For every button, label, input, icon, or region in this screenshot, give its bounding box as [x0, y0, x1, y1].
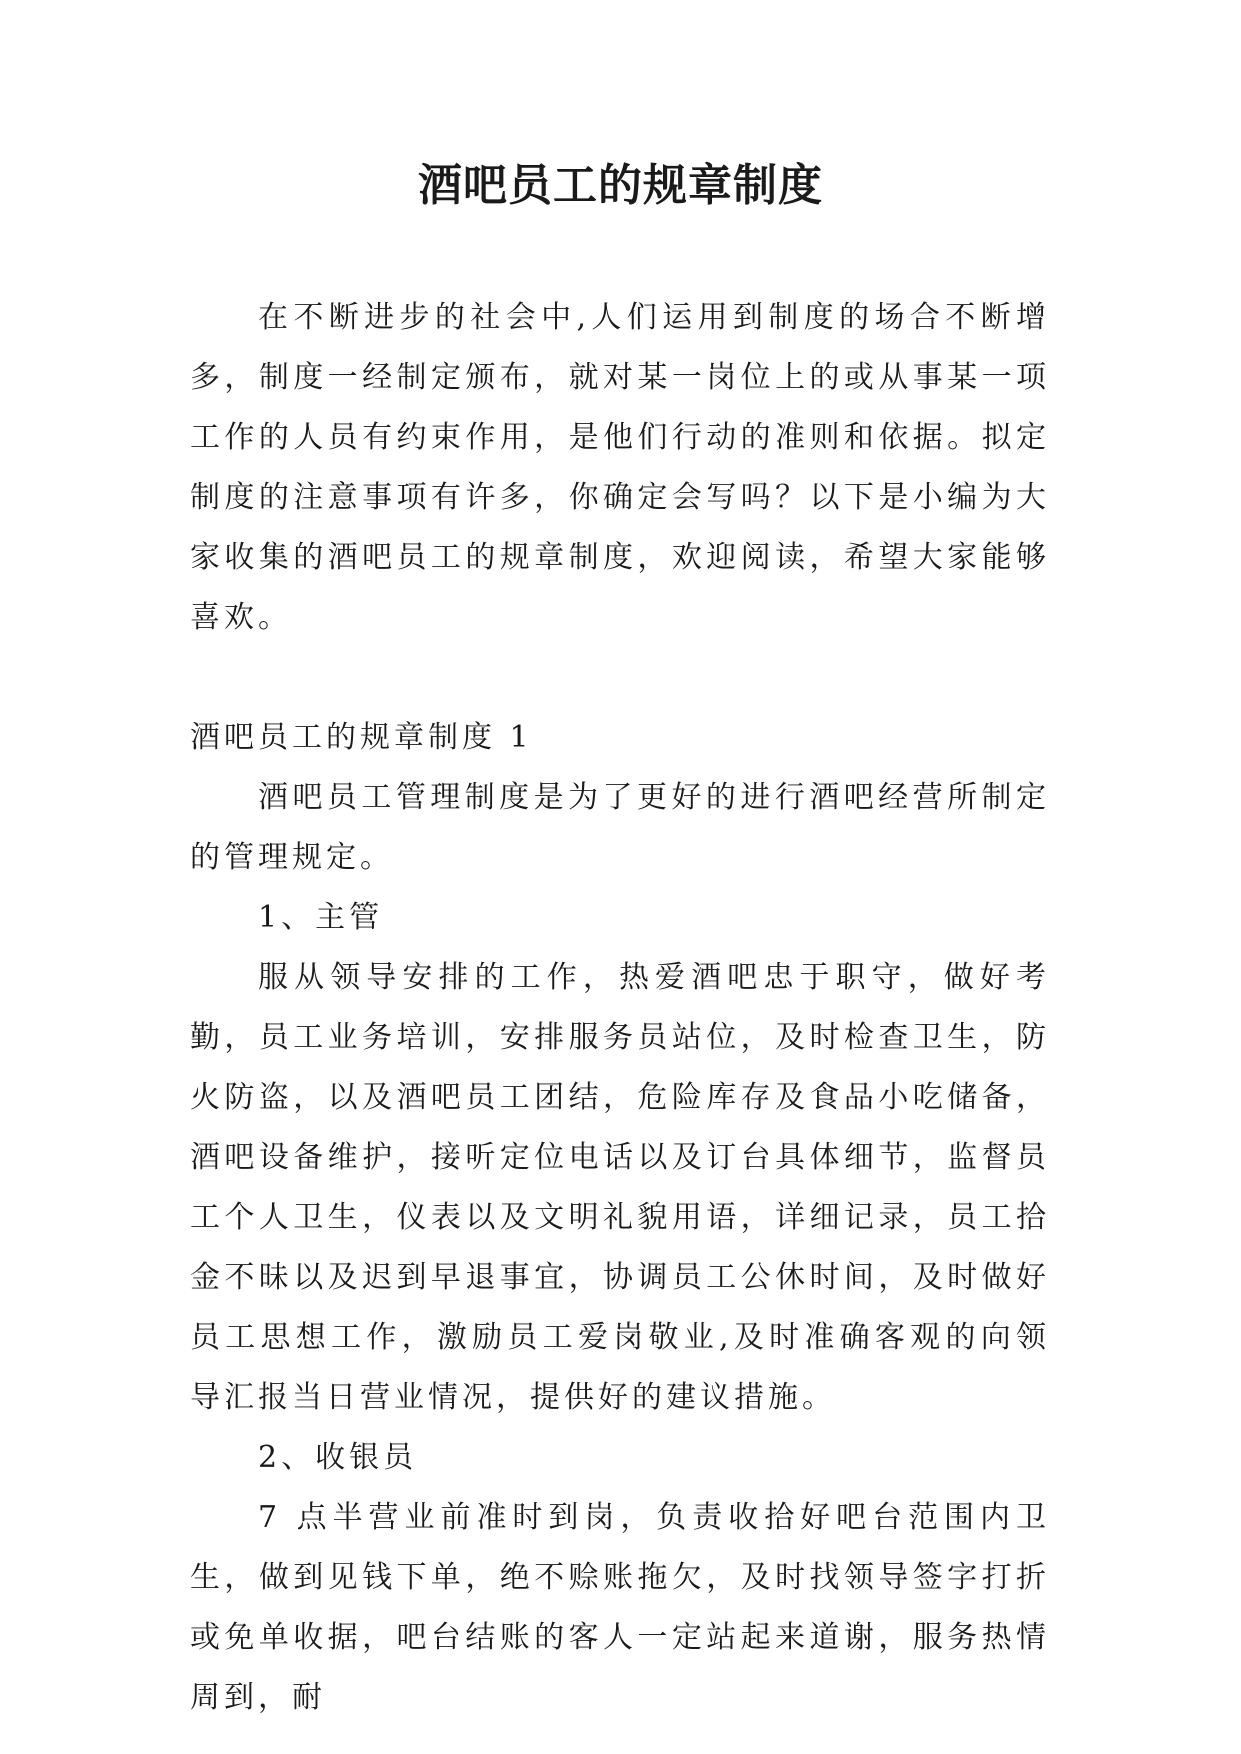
- section-intro-paragraph: 酒吧员工管理制度是为了更好的进行酒吧经营所制定的管理规定。: [190, 780, 1050, 875]
- item-heading-cashier: 2、收银员: [258, 1440, 418, 1475]
- document-title: 酒吧员工的规章制度: [418, 160, 823, 211]
- section-heading: 酒吧员工的规章制度 1: [190, 720, 533, 755]
- document-body: [190, 288, 1050, 1728]
- item-body-supervisor: 服从领导安排的工作，热爱酒吧忠于职守，做好考勤，员工业务培训，安排服务员站位，及时检查卫生，防火防盗，以及酒吧员工团结，危险库存及食品小吃储备，酒吧设备维护，接听定位电话以及订台具体细节，监督员工个人卫生，仪表以及文明礼貌用语，详细记录，员工拾金不昧以及迟到早退事宜，协调员工公休时间，及时做好员工思想工作，激励员工爱岗敬业,及时准确客观的向领导汇报当日营业情况，提供好的建议措施。: [190, 960, 1050, 1415]
- item-body-cashier: 7 点半营业前准时到岗，负责收拾好吧台范围内卫生，做到见钱下单，绝不赊账拖欠，及时找领导签字打折或免单收据，吧台结账的客人一定站起来道谢，服务热情周到，耐: [190, 1500, 1050, 1715]
- item-heading-supervisor: 1、主管: [258, 900, 384, 935]
- intro-paragraph: 在不断进步的社会中,人们运用到制度的场合不断增多，制度一经制定颁布，就对某一岗位上的或从事某一项工作的人员有约束作用，是他们行动的准则和依据。拟定制度的注意事项有许多，你确定会写吗？以下是小编为大家收集的酒吧员工的规章制度，欢迎阅读，希望大家能够喜欢。: [190, 300, 1050, 635]
